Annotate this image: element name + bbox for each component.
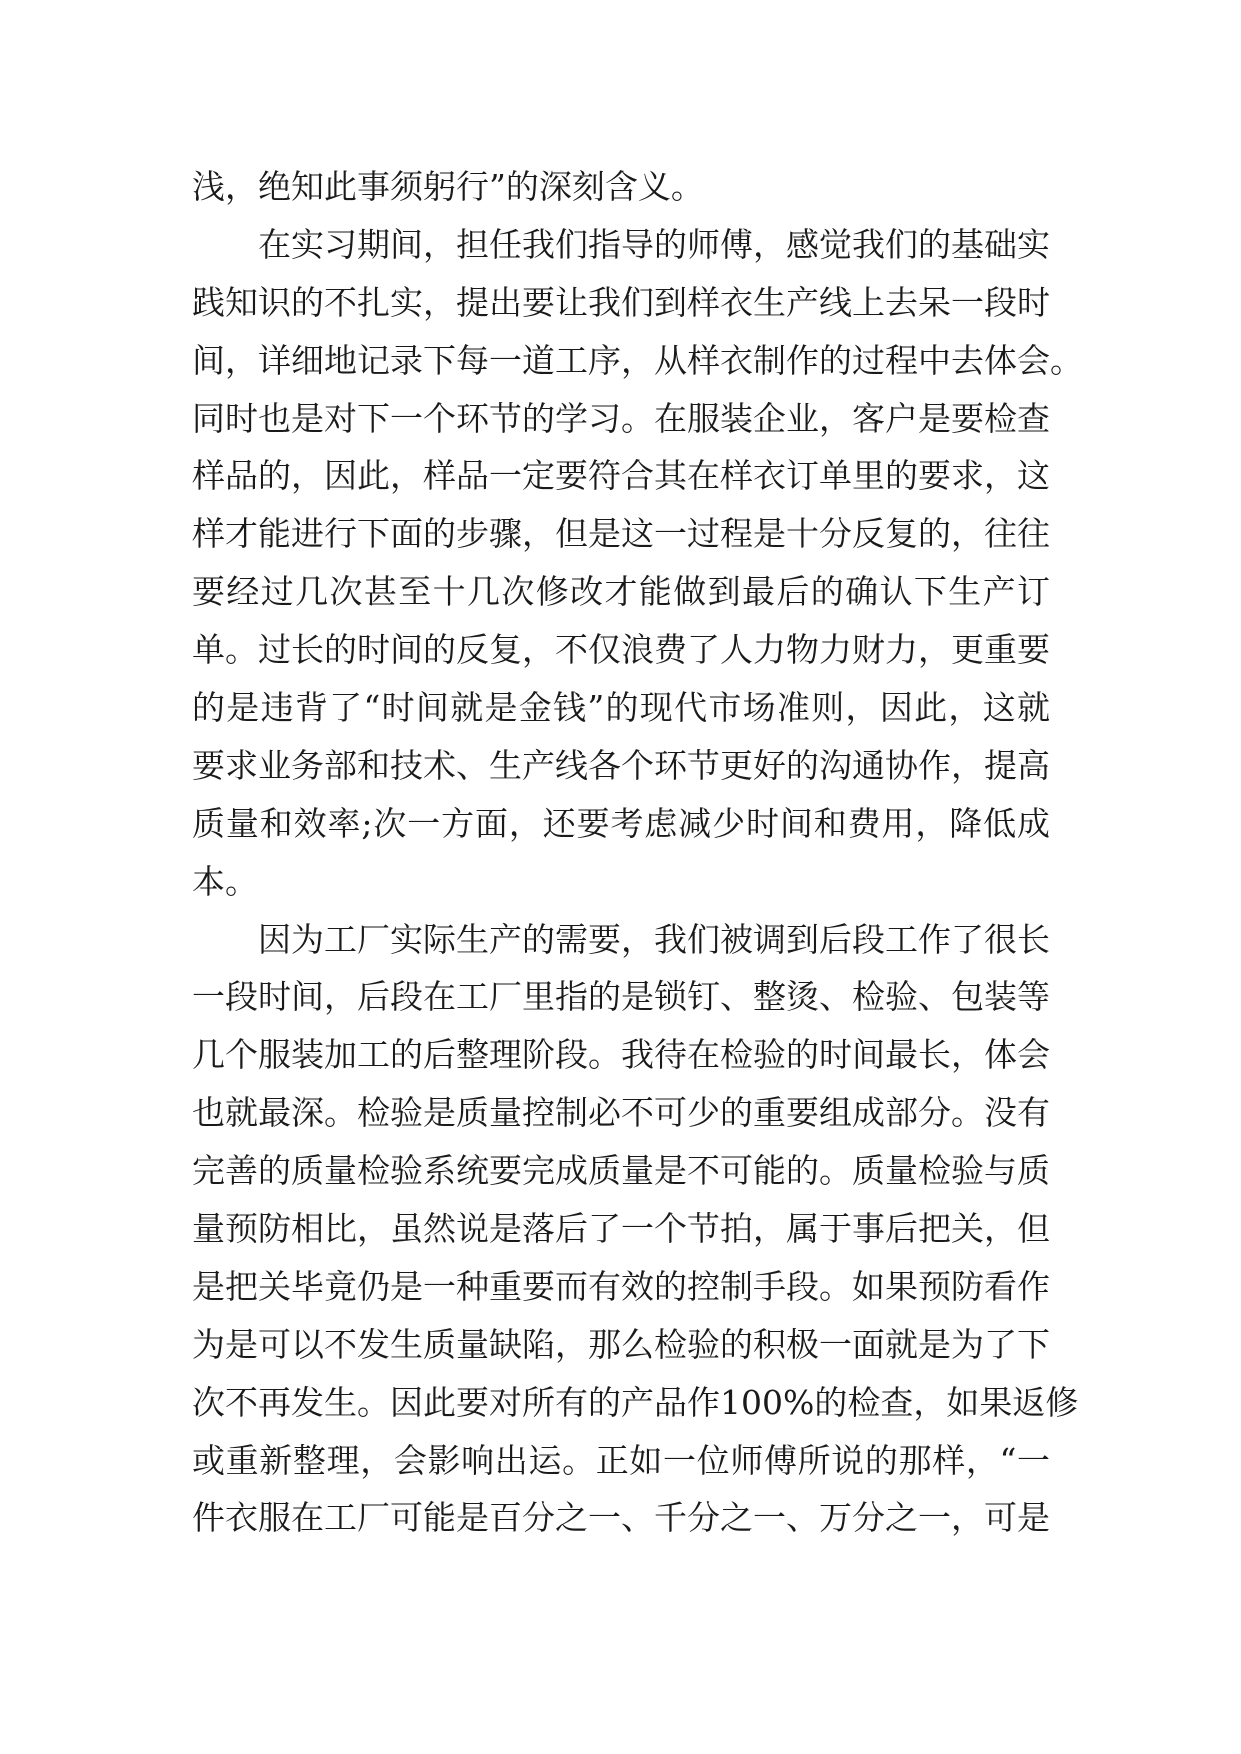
text-line: 样才能进行下面的步骤，但是这一过程是十分反复的，往往 <box>192 514 1050 554</box>
text-line: 完善的质量检验系统要完成质量是不可能的。质量检验与质 <box>192 1151 1050 1191</box>
text-line: 件衣服在工厂可能是百分之一、千分之一、万分之一，可是 <box>192 1498 1050 1538</box>
text-line: 同时也是对下一个环节的学习。在服装企业，客户是要检查 <box>192 398 1050 438</box>
text-line: 或重新整理，会影响出运。正如一位师傅所说的那样，“一 <box>192 1440 1050 1480</box>
text-line: 要求业务部和技术、生产线各个环节更好的沟通协作，提高 <box>192 745 1050 785</box>
text-line: 次不再发生。因此要对所有的产品作100%的检查，如果返修 <box>192 1382 1079 1422</box>
text-line: 质量和效率;次一方面，还要考虑减少时间和费用，降低成 <box>192 803 1050 843</box>
text-line: 一段时间，后段在工厂里指的是锁钉、整烫、检验、包装等 <box>192 977 1050 1017</box>
text-line: 浅，绝知此事须躬行”的深刻含义。 <box>192 167 704 206</box>
text-line: 量预防相比，虽然说是落后了一个节拍，属于事后把关，但 <box>192 1209 1050 1249</box>
text-line: 几个服装加工的后整理阶段。我待在检验的时间最长，体会 <box>192 1035 1050 1075</box>
text-line: 单。过长的时间的反复，不仅浪费了人力物力财力，更重要 <box>192 630 1050 670</box>
text-line: 间，详细地记录下每一道工序，从样衣制作的过程中去体会。 <box>192 340 1083 380</box>
text-line: 本。 <box>192 861 258 901</box>
text-line: 的是违背了“时间就是金钱”的现代市场准则，因此，这就 <box>192 688 1050 728</box>
text-line: 要经过几次甚至十几次修改才能做到最后的确认下生产订 <box>192 572 1050 612</box>
paragraph-first-line: 在实习期间，担任我们指导的师傅，感觉我们的基础实 <box>258 224 1050 264</box>
text-line: 是把关毕竟仍是一种重要而有效的控制手段。如果预防看作 <box>192 1266 1050 1306</box>
text-line: 样品的，因此，样品一定要符合其在样衣订单里的要求，这 <box>192 456 1050 496</box>
text-line: 也就最深。检验是质量控制必不可少的重要组成部分。没有 <box>192 1093 1050 1133</box>
paragraph-first-line: 因为工厂实际生产的需要，我们被调到后段工作了很长 <box>258 919 1050 959</box>
text-line: 为是可以不发生质量缺陷，那么检验的积极一面就是为了下 <box>192 1324 1050 1364</box>
text-line: 践知识的不扎实，提出要让我们到样衣生产线上去呆一段时 <box>192 282 1050 322</box>
body-text <box>192 158 1083 1547</box>
